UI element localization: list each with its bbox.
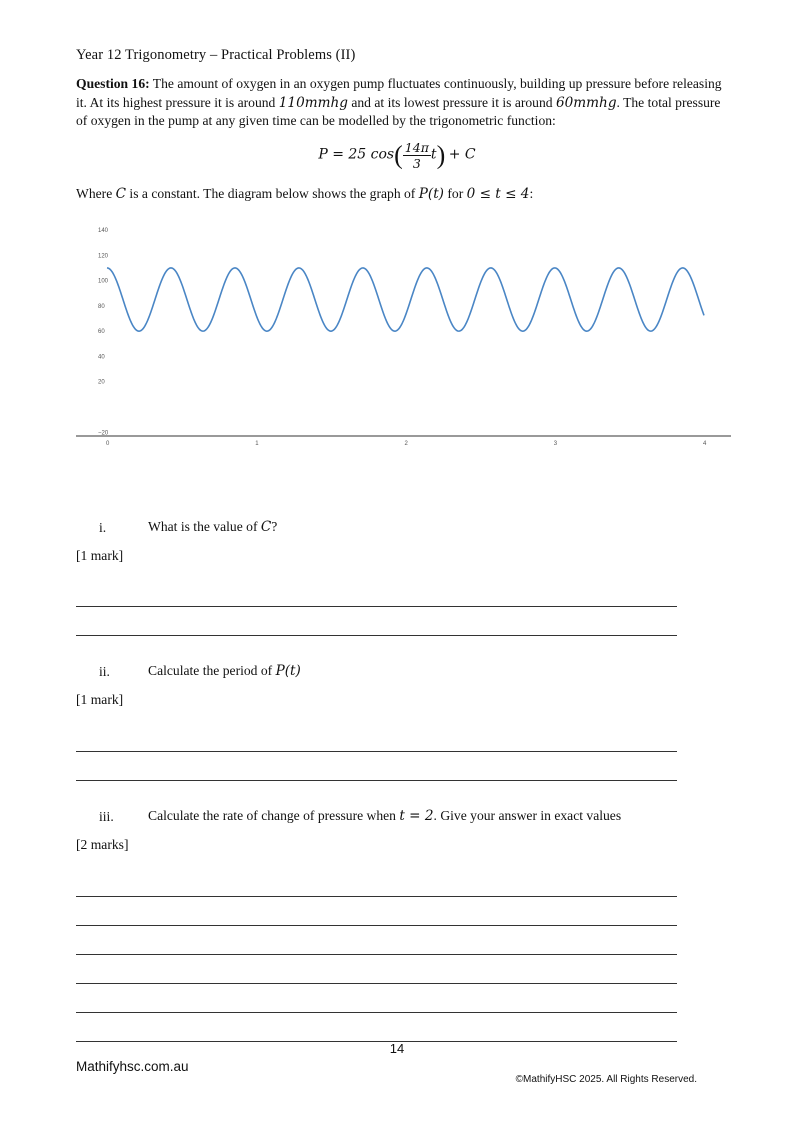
fraction-numerator: 14π bbox=[404, 140, 429, 155]
y-tick-label: 100 bbox=[98, 278, 109, 285]
question-text-3: . The total pressure of oxygen in the pump at any given time can be modelled by the trigonometric function: bbox=[76, 94, 721, 128]
part-ii-marks: [1 mark] bbox=[76, 692, 124, 707]
where-constant: C bbox=[115, 186, 127, 202]
part-ii bbox=[99, 663, 110, 681]
question-text-2: and at its lowest pressure it is around bbox=[347, 94, 556, 110]
part-iii-question bbox=[148, 808, 621, 824]
part-i bbox=[99, 519, 106, 537]
pressure-curve bbox=[107, 268, 704, 331]
y-tick-label: 20 bbox=[98, 379, 105, 386]
answer-line[interactable] bbox=[76, 925, 677, 926]
answer-line[interactable] bbox=[76, 954, 677, 955]
equation-rhs: + C bbox=[448, 146, 476, 163]
y-tick-labels bbox=[98, 228, 109, 436]
question-label: Question 16: bbox=[76, 76, 150, 91]
where-text-1: Where bbox=[76, 186, 116, 201]
y-tick-label: 60 bbox=[98, 329, 105, 336]
pressure-equation bbox=[0, 140, 794, 171]
y-tick-label: 40 bbox=[98, 354, 105, 361]
question-text-1: The amount of oxygen in an oxygen pump fluctuates continuously, building up pressure before releasing it. At its highest pressure it is around bbox=[76, 76, 722, 110]
part-i-marks: [1 mark] bbox=[76, 548, 124, 563]
where-text-2: is a constant. The diagram below shows the graph of bbox=[126, 186, 419, 201]
y-tick-label: 140 bbox=[98, 228, 109, 234]
answer-line[interactable] bbox=[76, 983, 677, 984]
where-domain: 0 ≤ t ≤ 4 bbox=[466, 186, 530, 202]
footer-website[interactable]: Mathifyhsc.com.au bbox=[76, 1059, 189, 1074]
part-ii-text-a: Calculate the period of bbox=[148, 663, 276, 678]
y-tick-label: 120 bbox=[98, 253, 109, 260]
answer-line[interactable] bbox=[76, 751, 677, 752]
where-function: P(t) bbox=[418, 186, 444, 202]
part-i-text-b: ? bbox=[271, 519, 278, 534]
x-tick-label: 2 bbox=[404, 441, 408, 447]
part-i-math: C bbox=[260, 519, 272, 535]
part-iii-text-b: . Give your answer in exact values bbox=[433, 808, 622, 823]
part-i-number: i. bbox=[99, 520, 107, 535]
question-paragraph bbox=[76, 75, 726, 131]
equation-lhs: P = 25 cos bbox=[318, 146, 395, 163]
equation-fraction bbox=[403, 140, 431, 171]
part-ii-question bbox=[148, 663, 301, 679]
answer-line[interactable] bbox=[76, 780, 677, 781]
part-ii-number: ii. bbox=[99, 664, 110, 679]
low-pressure-value: 60mmhg bbox=[555, 94, 617, 111]
part-iii-math: t = 2 bbox=[399, 808, 434, 824]
answer-line[interactable] bbox=[76, 896, 677, 897]
x-tick-label: 4 bbox=[703, 441, 707, 447]
pressure-graph bbox=[76, 220, 736, 475]
x-tick-label: 1 bbox=[255, 441, 259, 447]
x-tick-label: 3 bbox=[553, 441, 558, 447]
footer-copyright: ©MathifyHSC 2025. All Rights Reserved. bbox=[515, 1074, 697, 1085]
where-text-4: : bbox=[529, 186, 534, 201]
part-iii-marks: [2 marks] bbox=[76, 837, 129, 852]
y-tick-label: 80 bbox=[98, 303, 105, 310]
part-ii-math: P(t) bbox=[275, 663, 301, 679]
equation-close-paren: ) bbox=[436, 140, 446, 170]
where-text-3: for bbox=[443, 186, 467, 201]
answer-line[interactable] bbox=[76, 1012, 677, 1013]
y-tick-label: −20 bbox=[98, 430, 109, 437]
answer-line[interactable] bbox=[76, 606, 677, 607]
fraction-denominator: 3 bbox=[412, 156, 421, 171]
page-heading: Year 12 Trigonometry – Practical Problems (II) bbox=[76, 47, 356, 63]
part-i-question bbox=[148, 519, 277, 535]
equation-open-paren: ( bbox=[394, 140, 403, 170]
x-tick-labels bbox=[106, 441, 707, 447]
part-iii-text-a: Calculate the rate of change of pressure when bbox=[148, 808, 400, 823]
page-number: 14 bbox=[389, 1041, 405, 1056]
high-pressure-value: 110mmhg bbox=[278, 94, 348, 111]
part-iii-number: iii. bbox=[99, 809, 114, 824]
where-sentence bbox=[76, 186, 533, 202]
part-iii bbox=[99, 808, 114, 826]
x-tick-label: 0 bbox=[106, 441, 110, 447]
answer-line[interactable] bbox=[76, 635, 677, 636]
part-i-text-a: What is the value of bbox=[148, 519, 261, 534]
equation-variable: t bbox=[430, 146, 437, 163]
